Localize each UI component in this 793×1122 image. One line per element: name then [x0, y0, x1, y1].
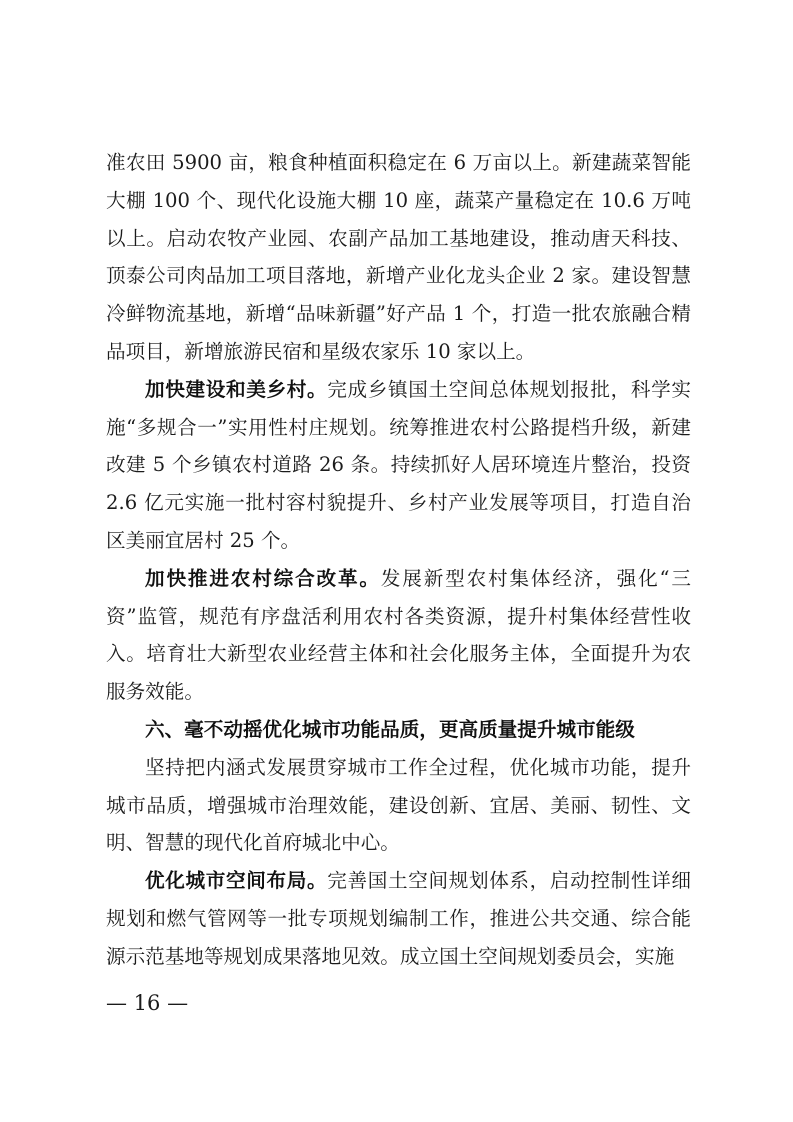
- section-heading: 六、毫不动摇优化城市功能品质，更高质量提升城市能级: [145, 717, 635, 741]
- paragraph-text: 准农田 5900 亩，粮食种植面积稳定在 6 万亩以上。新建蔬菜智能大棚 100 个、现代化设施大棚 10 座，蔬菜产量稳定在 10.6 万吨以上。启动农牧产业园、农副产品加工基地建设，推动唐天科技、顶泰公司肉品加工项目落地，新增产业化龙头企业 2 家。建设智慧冷鲜物流基地，新增“品味新疆”好产品 1 个，打造一批农旅融合精品项目，新增旅游民宿和星级农家乐 10 家以上。: [106, 151, 691, 363]
- paragraph-text: 发展新型农村集体经济，强化“三资”监管，规范有序盘活利用农村各类资源，提升村集体经营性收入。培育壮大新型农业经营主体和社会化服务主体，全面提升为农服务效能。: [106, 566, 691, 704]
- paragraph-spatial-layout: [106, 862, 691, 975]
- paragraph-text: 坚持把内涵式发展贯穿城市工作全过程，优化城市功能，提升城市品质，增强城市治理效能，建设创新、宜居、美丽、韧性、文明、智慧的现代化首府城北中心。: [106, 755, 691, 855]
- paragraph-text: 完善国土空间规划体系，启动控制性详细规划和燃气管网等一批专项规划编制工作，推进公共交通、综合能源示范基地等规划成果落地见效。成立国土空间规划委员会，实施: [106, 869, 692, 968]
- paragraph-rural-reform: [106, 560, 691, 711]
- paragraph-farmland: [106, 144, 691, 371]
- paragraph-lead: 优化城市空间布局。: [145, 869, 328, 893]
- paragraph-lead: 加快推进农村综合改革。: [145, 566, 381, 590]
- paragraph-city-development: [106, 749, 691, 862]
- paragraph-text: 完成乡镇国土空间总体规划报批，科学实施“多规合一”实用性村庄规划。统筹推进农村公路提档升级，新建改建 5 个乡镇农村道路 26 条。持续抓好人居环境连片整治，投资 2.6 亿元实施一批村容村貌提升、乡村产业发展等项目，打造自治区美丽宜居村 25 个。: [106, 377, 692, 552]
- document-body: [106, 144, 691, 976]
- paragraph-rural-construction: [106, 371, 691, 560]
- page-number: — 16 —: [106, 991, 189, 1015]
- paragraph-lead: 加快建设和美乡村。: [145, 377, 328, 401]
